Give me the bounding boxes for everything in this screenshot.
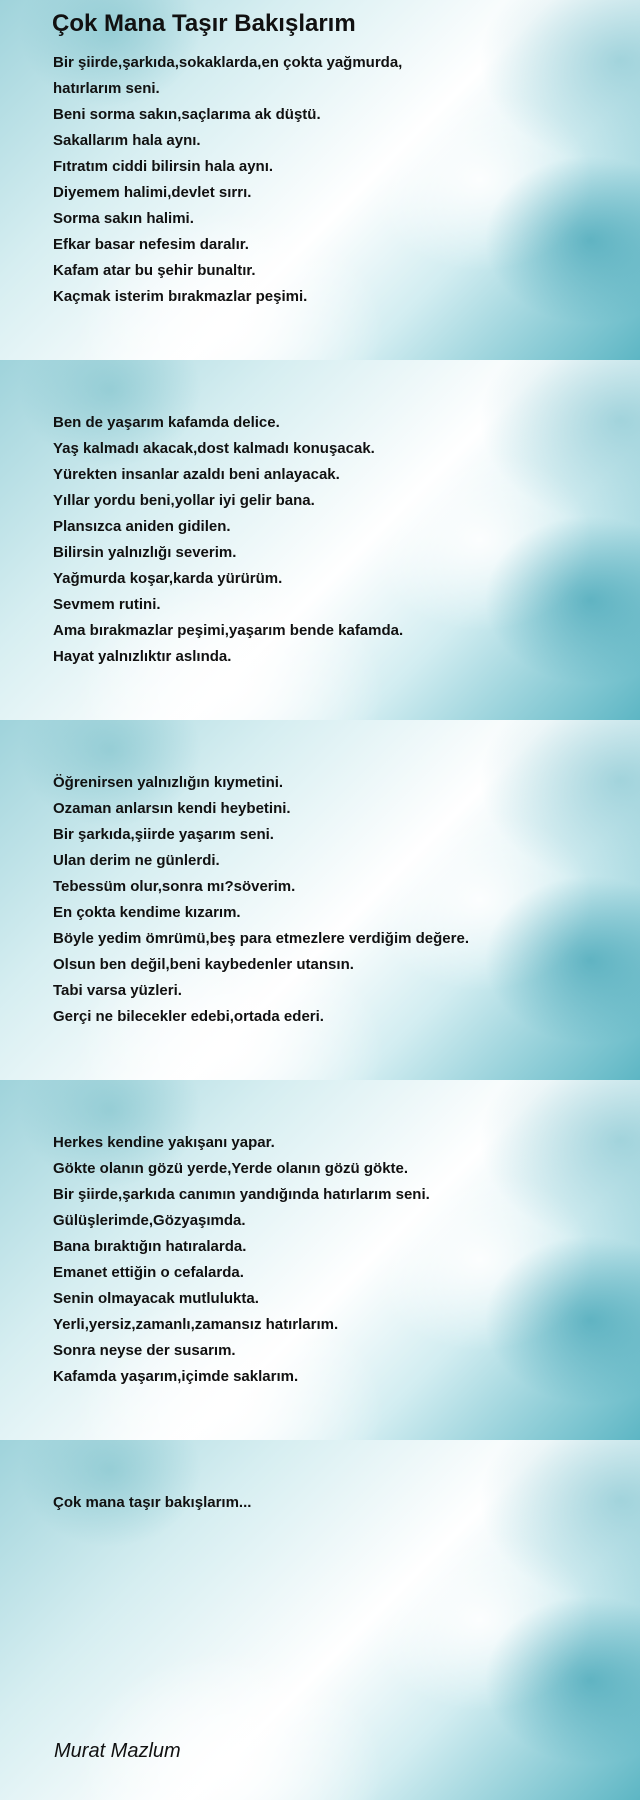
poem-line: En çokta kendime kızarım.: [53, 904, 241, 921]
poem-line: Sorma sakın halimi.: [53, 210, 194, 227]
poem-line: Sevmem rutini.: [53, 596, 161, 613]
poem-line: Öğrenirsen yalnızlığın kıymetini.: [53, 774, 284, 791]
poem-line: Gerçi ne bilecekler edebi,ortada ederi.: [53, 1008, 324, 1025]
poem-line: Bir şiirde,şarkıda canımın yandığında hatırlarım seni.: [53, 1186, 430, 1203]
poem-line: Tebessüm olur,sonra mı?söverim.: [53, 878, 296, 895]
poem-line: Yağmurda koşar,karda yürürüm.: [53, 570, 283, 587]
poem-line: Senin olmayacak mutlulukta.: [53, 1290, 259, 1307]
poem-line: Böyle yedim ömrümü,beş para etmezlere verdiğim değere.: [53, 930, 469, 947]
poem-title: Çok Mana Taşır Bakışlarım: [52, 10, 356, 37]
poem-line: Ozaman anlarsın kendi heybetini.: [53, 800, 291, 817]
poem-card-2: [0, 360, 640, 720]
poem-line: Plansızca aniden gidilen.: [53, 518, 231, 535]
poem-line: Ama bırakmazlar peşimi,yaşarım bende kafamda.: [53, 622, 404, 639]
poem-card-4: [0, 1080, 640, 1440]
poem-line: Yerli,yersiz,zamanlı,zamansız hatırlarım.: [53, 1316, 339, 1333]
poem-line: hatırlarım seni.: [53, 80, 160, 97]
poem-line: Bir şiirde,şarkıda,sokaklarda,en çokta yağmurda,: [53, 54, 403, 71]
author-signature: Murat Mazlum: [54, 1740, 181, 1762]
poem-line: Bir şarkıda,şiirde yaşarım seni.: [53, 826, 274, 843]
poem-line: Kafam atar bu şehir bunaltır.: [53, 262, 256, 279]
poem-line: Sonra neyse der susarım.: [53, 1342, 236, 1359]
poem-line: Beni sorma sakın,saçlarıma ak düştü.: [53, 106, 321, 123]
poem-line: Herkes kendine yakışanı yapar.: [53, 1134, 275, 1151]
poem-line: Fıtratım ciddi bilirsin hala aynı.: [53, 158, 274, 175]
poem-line: Emanet ettiğin o cefalarda.: [53, 1264, 244, 1281]
poem-line: Gülüşlerimde,Gözyaşımda.: [53, 1212, 246, 1229]
poem-line: Efkar basar nefesim daralır.: [53, 236, 249, 253]
stanza-4: [53, 1130, 430, 1390]
poem-line: Hayat yalnızlıktır aslında.: [53, 648, 232, 665]
poem-line: Diyemem halimi,devlet sırrı.: [53, 184, 252, 201]
poem-card-1: [0, 0, 640, 360]
poem-line: Olsun ben değil,beni kaybedenler utansın.: [53, 956, 354, 973]
poem-line: Tabi varsa yüzleri.: [53, 982, 182, 999]
poem-line: Yaş kalmadı akacak,dost kalmadı konuşacak.: [53, 440, 375, 457]
poem-line: Bilirsin yalnızlığı severim.: [53, 544, 237, 561]
stanza-1: [53, 50, 402, 310]
poem-line: Kafamda yaşarım,içimde saklarım.: [53, 1368, 299, 1385]
poem-line: Yıllar yordu beni,yollar iyi gelir bana.: [53, 492, 315, 509]
stanza-3: [53, 770, 469, 1030]
poem-line: Ben de yaşarım kafamda delice.: [53, 414, 280, 431]
poem-line: Sakallarım hala aynı.: [53, 132, 201, 149]
poem-line: Gökte olanın gözü yerde,Yerde olanın gözü gökte.: [53, 1160, 409, 1177]
poem-line: Ulan derim ne günlerdi.: [53, 852, 220, 869]
poem-line: Yürekten insanlar azaldı beni anlayacak.: [53, 466, 340, 483]
stanza-2: [53, 410, 403, 670]
poem-line: Çok mana taşır bakışlarım...: [53, 1494, 252, 1511]
poem-line: Bana bıraktığın hatıralarda.: [53, 1238, 247, 1255]
poem-card-3: [0, 720, 640, 1080]
poem-line: Kaçmak isterim bırakmazlar peşimi.: [53, 288, 308, 305]
poem-card-5: [0, 1440, 640, 1800]
stanza-5: [53, 1490, 251, 1516]
